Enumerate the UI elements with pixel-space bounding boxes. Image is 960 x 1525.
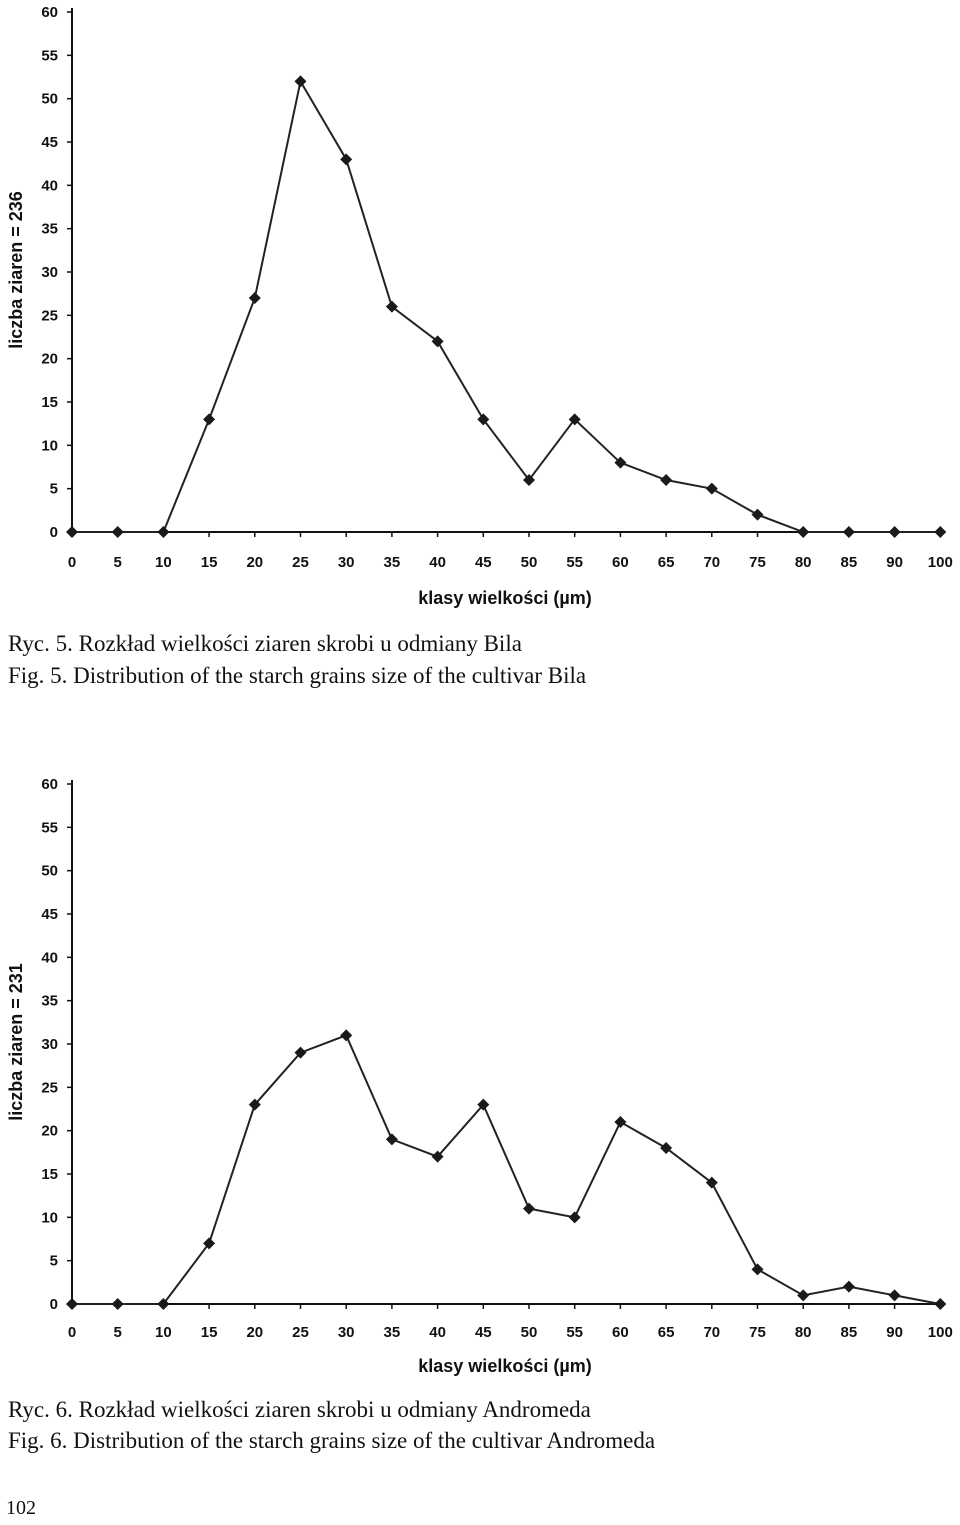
x-tick-label: 100 [927,554,953,571]
y-tick-label: 15 [41,1166,58,1183]
x-tick-label: 80 [794,554,812,571]
x-tick-label: 90 [886,1324,903,1341]
caption-en-andromeda: Fig. 6. Distribution of the starch grains size of the cultivar Andromeda [8,1428,656,1453]
caption-pl-bila: Ryc. 5. Rozkład wielkości ziaren skrobi u odmiany Bila [8,631,522,656]
y-tick-label: 50 [41,90,58,108]
data-point [157,526,169,538]
chart-andromeda [0,772,960,1382]
y-tick-label: 45 [41,906,58,923]
x-tick-label: 50 [520,554,538,571]
x-tick-label: 5 [113,1324,122,1341]
data-point [889,526,901,538]
x-axis-label: klasy wielkości (µm) [418,588,592,608]
y-tick-label: 20 [41,350,58,368]
chart-andromeda-svg [0,772,960,1382]
y-axis-label: liczba ziaren = 231 [6,963,26,1121]
y-tick-label: 45 [41,134,58,151]
x-tick-label: 100 [927,1324,953,1341]
x-tick-label: 55 [566,554,584,571]
y-tick-label: 35 [41,992,58,1010]
y-tick-label: 50 [41,862,58,880]
y-tick-label: 10 [41,437,58,455]
caption-pl-andromeda: Ryc. 6. Rozkład wielkości ziaren skrobi u odmiany Andromeda [8,1397,591,1422]
x-tick-label: 5 [113,554,122,571]
y-tick-label: 35 [41,220,58,238]
x-tick-label: 30 [337,554,355,571]
series-line [72,81,940,532]
data-point [340,1029,352,1041]
data-point [752,1263,764,1275]
x-tick-label: 25 [292,1324,309,1341]
x-tick-label: 55 [566,1324,584,1341]
data-point [797,1289,809,1301]
x-axis-label: klasy wielkości (µm) [418,1356,592,1376]
x-tick-label: 85 [840,1324,858,1341]
data-point [249,292,261,304]
data-point [203,413,215,425]
caption-en-bila: Fig. 5. Distribution of the starch grains size of the cultivar Bila [8,663,587,688]
data-point [797,526,809,538]
x-tick-label: 10 [155,1324,172,1341]
x-tick-label: 40 [429,554,446,571]
y-tick-label: 5 [49,480,58,498]
x-tick-label: 75 [749,1324,766,1341]
y-tick-label: 30 [41,264,58,281]
data-point [706,483,718,495]
data-point [340,153,352,165]
chart-bila-svg [0,0,960,615]
y-tick-label: 60 [41,776,58,793]
x-tick-label: 80 [794,1324,812,1341]
y-tick-label: 55 [41,819,58,837]
y-tick-label: 55 [41,47,58,65]
x-tick-label: 85 [840,554,858,571]
y-tick-label: 0 [49,524,58,541]
y-tick-label: 0 [49,1296,58,1313]
x-tick-label: 75 [749,554,766,571]
data-point [66,526,78,538]
data-point [843,1281,855,1293]
data-point [295,75,307,87]
x-tick-label: 50 [520,1324,538,1341]
y-tick-label: 30 [41,1036,58,1053]
y-tick-label: 40 [41,177,58,195]
data-point [843,526,855,538]
x-tick-label: 10 [155,554,172,571]
x-tick-label: 20 [246,554,264,571]
y-tick-label: 25 [41,307,58,325]
x-tick-label: 65 [657,1324,675,1341]
x-tick-label: 40 [429,1324,446,1341]
y-tick-label: 25 [41,1079,58,1097]
data-point [386,1133,398,1145]
data-point [934,526,946,538]
x-tick-label: 45 [474,1324,492,1341]
y-tick-label: 60 [41,4,58,21]
x-tick-label: 25 [292,554,309,571]
data-point [112,1298,124,1310]
x-tick-label: 90 [886,554,903,571]
y-axis-label: liczba ziaren = 236 [6,191,26,349]
data-point [614,1116,626,1128]
data-point [752,509,764,521]
data-point [523,1203,535,1215]
data-point [569,1211,581,1223]
x-tick-label: 0 [67,1324,77,1341]
x-tick-label: 0 [67,554,77,571]
y-tick-label: 40 [41,949,58,967]
y-tick-label: 5 [49,1252,58,1270]
x-tick-label: 60 [612,1324,629,1341]
x-tick-label: 60 [612,554,629,571]
y-tick-label: 15 [41,394,58,411]
y-tick-label: 20 [41,1122,58,1140]
x-tick-label: 15 [200,1324,218,1341]
x-tick-label: 70 [703,1324,721,1341]
x-tick-label: 70 [703,554,721,571]
data-point [112,526,124,538]
data-point [934,1298,946,1310]
x-tick-label: 15 [200,554,218,571]
chart-bila [0,0,960,615]
x-tick-label: 35 [383,554,401,571]
x-tick-label: 30 [337,1324,355,1341]
page-number: 102 [6,1497,36,1519]
data-point [660,474,672,486]
x-tick-label: 65 [657,554,675,571]
series-line [72,1035,940,1304]
x-tick-label: 45 [474,554,492,571]
y-tick-label: 10 [41,1209,58,1227]
data-point [66,1298,78,1310]
x-tick-label: 35 [383,1324,401,1341]
x-tick-label: 20 [246,1324,264,1341]
data-point [889,1289,901,1301]
